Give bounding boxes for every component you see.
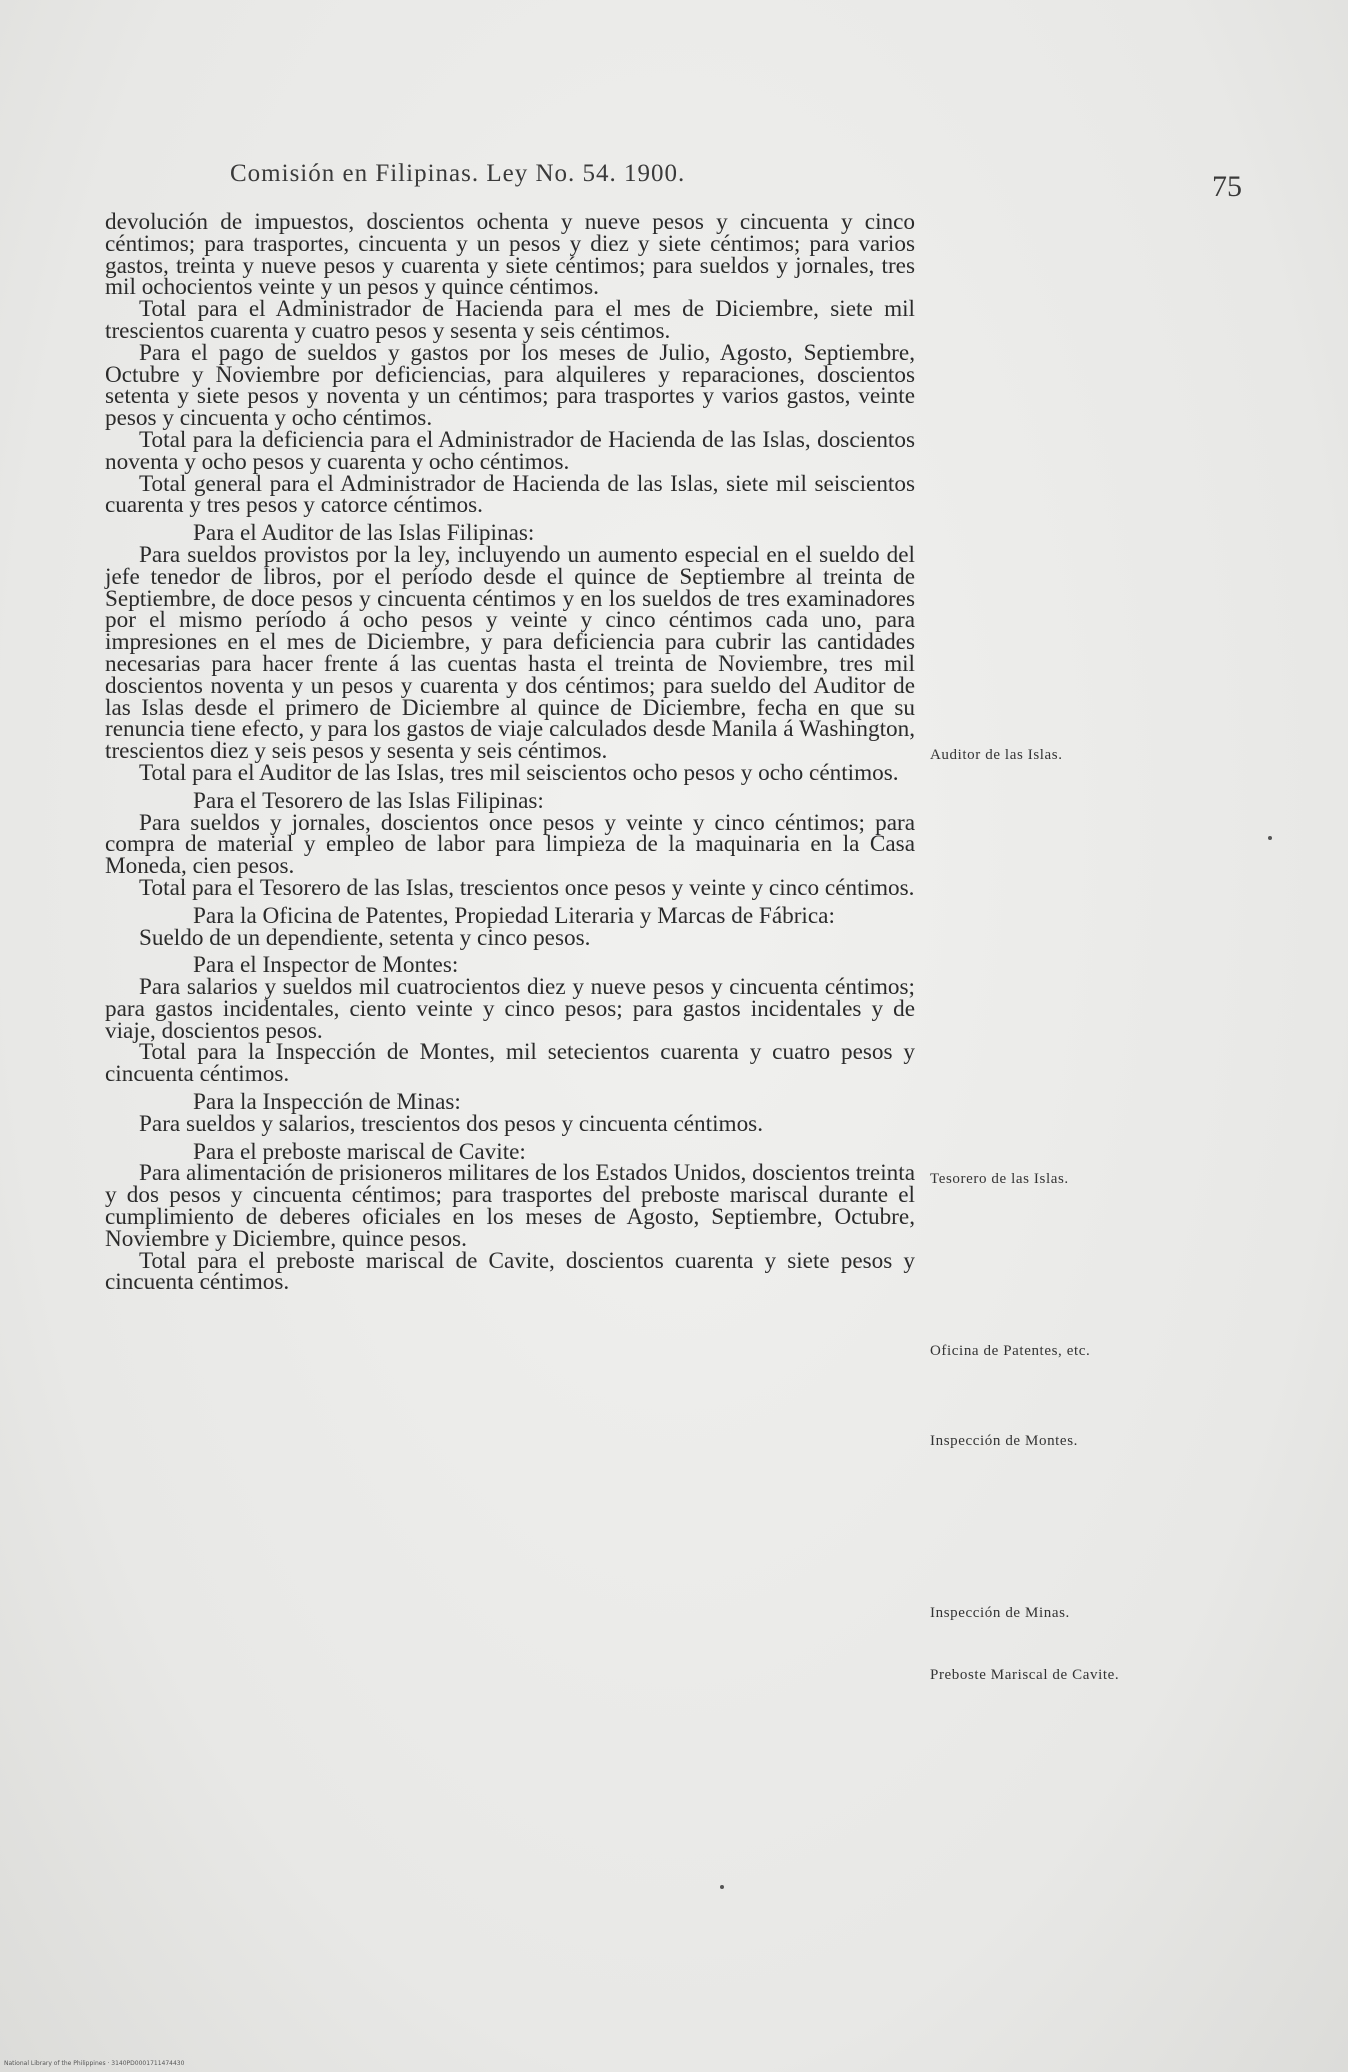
section-heading: Para el Inspector de Montes: [193,952,459,979]
body-text [105,209,915,1296]
paragraph: Para sueldos y jornales, doscientos once pesos y veinte y cinco céntimos; para compra de material y empleo de labor para limpieza de la maquinaria en la Casa Moneda, cien pesos. [105,809,915,880]
section-heading: Para el Tesorero de las Islas Filipinas: [193,787,544,814]
margin-note-tesorero: Tesorero de las Islas. [930,1171,1069,1187]
section-heading: Para la Oficina de Patentes, Propiedad Literaria y Marcas de Fábrica: [193,902,835,929]
section-heading: Para el Auditor de las Islas Filipinas: [193,520,535,547]
margin-note-patentes: Oficina de Patentes, etc. [930,1343,1091,1359]
paragraph: Total para la Inspección de Montes, mil setecientos cuarenta y cuatro pesos y cincuenta céntimos. [105,1039,915,1088]
paragraph: Para el pago de sueldos y gastos por los meses de Julio, Agosto, Septiembre, Octubre y Noviembre por deficiencias, para alquileres y reparaciones, doscientos setenta y siete pesos y noventa y un céntimos; para trasportes y varios gastos, veinte pesos y cincuenta y ocho céntimos. [105,339,915,432]
paragraph: Total para el Administrador de Hacienda para el mes de Diciembre, siete mil trescientos cuarenta y cuatro pesos y sesenta y seis céntimos. [105,296,915,344]
paragraph: Sueldo de un dependiente, setenta y cinco pesos. [139,924,591,951]
paragraph: devolución de impuestos, doscientos ochenta y nueve pesos y cincuenta y cinco céntimos; para trasportes, cincuenta y un pesos y diez y siete céntimos; para varios gastos, treinta y nueve pesos y cuarenta y siete céntimos; para sueldos y jornales, tres mil ochocientos veinte y un pesos y quince céntimos. [105,209,915,301]
margin-note-auditor: Auditor de las Islas. [930,747,1063,763]
paragraph: Total para el Tesorero de las Islas, trescientos once pesos y veinte y cinco céntimos. [139,874,915,901]
running-head: Comisión en Filipinas. Ley No. 54. 1900. [230,160,686,187]
page-number: 75 [1212,170,1242,203]
section-heading: Para el preboste mariscal de Cavite: [193,1138,526,1165]
paragraph: Para alimentación de prisioneros militares de los Estados Unidos, doscientos treinta y dos pesos y cincuenta céntimos; para trasportes del preboste mariscal durante el cumplimiento de deberes oficiales en los meses de Agosto, Septiembre, Octubre, Noviembre y Diciembre, quince pesos. [105,1160,915,1252]
paragraph: Total general para el Administrador de Hacienda de las Islas, siete mil seiscientos cuarenta y tres pesos y catorce céntimos. [105,470,915,519]
scan-credit: National Library of the Philippines · 3140PD0001711474430 [4,2060,185,2067]
paragraph: Para salarios y sueldos mil cuatrocientos diez y nueve pesos y cincuenta céntimos; para gastos incidentales, ciento veinte y cinco pesos; para gastos incidentales y de viaje, doscientos pesos. [105,974,915,1044]
scan-speck [720,1885,724,1889]
section-heading: Para la Inspección de Minas: [193,1089,461,1116]
margin-note-montes: Inspección de Montes. [930,1433,1078,1449]
scan-speck [1268,836,1272,840]
margin-note-preboste: Preboste Mariscal de Cavite. [930,1667,1120,1683]
paragraph: Para sueldos y salarios, trescientos dos pesos y cincuenta céntimos. [139,1110,763,1137]
margin-note-minas: Inspección de Minas. [930,1605,1070,1621]
paragraph: Para sueldos provistos por la ley, incluyendo un aumento especial en el sueldo del jefe tenedor de libros, por el período desde el quince de Septiembre al treinta de Septiembre, de doce pesos y cincuenta céntimos y en los sueldos de tres examinadores por el mismo período á ocho pesos y veinte y cinco céntimos cada uno, para impresiones en el mes de Diciembre, y para deficiencia para cubrir las cantidades necesarias para hacer frente á las cuentas hasta el treinta de Noviembre, tres mil doscientos noventa y un pesos y cuarenta y dos céntimos; para sueldo del Auditor de las Islas desde el primero de Diciembre al quince de Diciembre, fecha en que su renuncia tiene efecto, y para los gastos de viaje calculados desde Manila á Washington, trescientos diez y seis pesos y sesenta y seis céntimos. [105,541,915,765]
paragraph: Total para la deficiencia para el Administrador de Hacienda de las Islas, doscientos noventa y ocho pesos y cuarenta y ocho céntimos. [105,426,915,475]
paragraph: Total para el preboste mariscal de Cavite, doscientos cuarenta y siete pesos y cincuenta céntimos. [105,1247,915,1296]
paragraph: Total para el Auditor de las Islas, tres mil seiscientos ocho pesos y ocho céntimos. [139,759,899,786]
